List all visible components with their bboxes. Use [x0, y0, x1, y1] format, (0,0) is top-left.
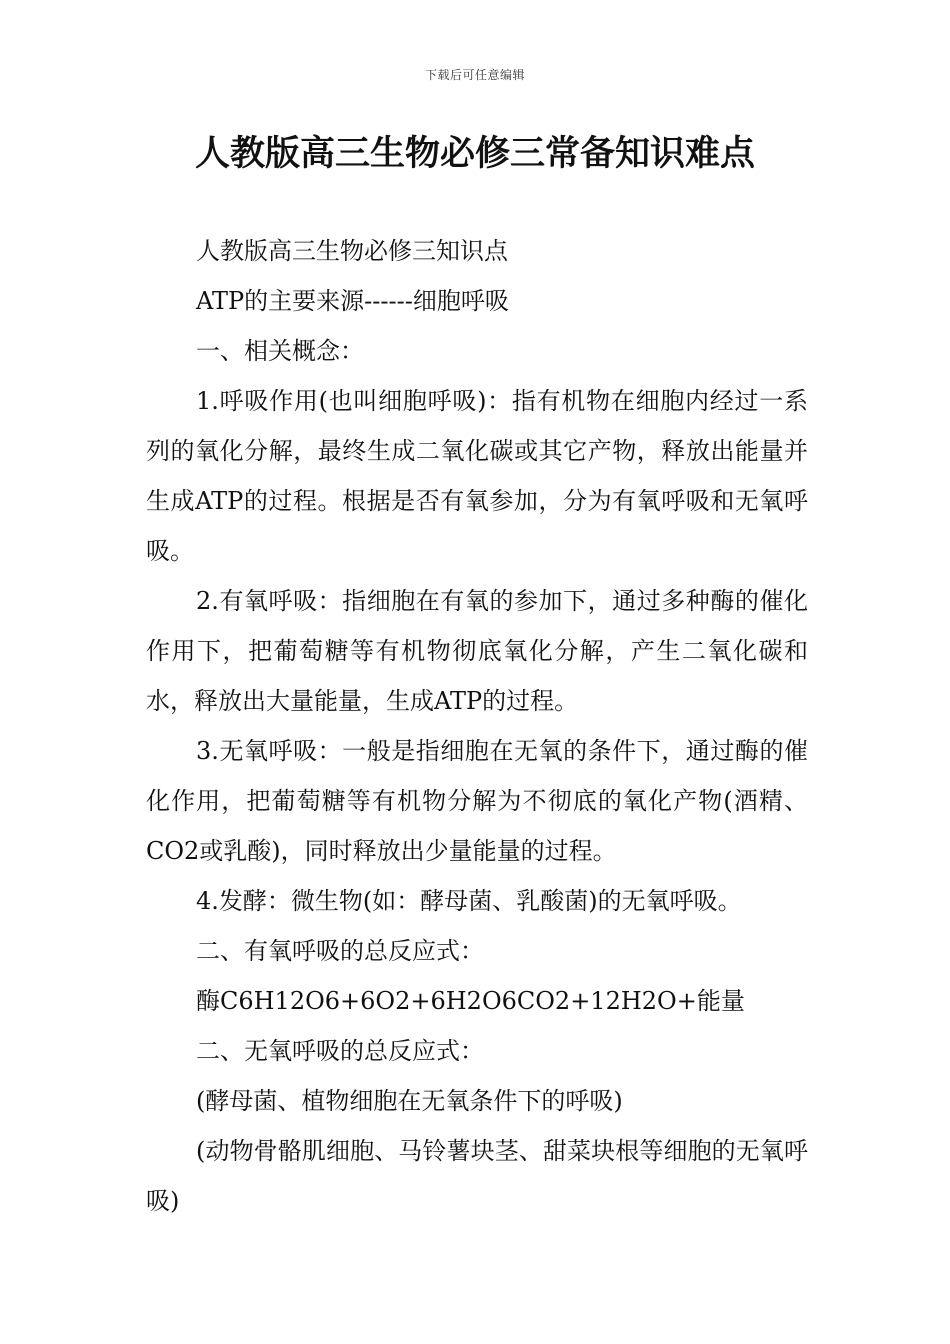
- paragraph-fermentation: 4.发酵：微生物(如：酵母菌、乳酸菌)的无氧呼吸。: [196, 887, 742, 915]
- paragraph-respiration: 1.呼吸作用(也叫细胞呼吸)：指有机物在细胞内经过一系列的氧化分解，最终生成二氧化碳或其它产物，释放出能量并生成ATP的过程。根据是否有氧参加，分为有氧呼吸和无氧呼吸。: [146, 387, 808, 565]
- paragraph-aerobic: 2.有氧呼吸：指细胞在有氧的参加下，通过多种酶的催化作用下，把葡萄糖等有机物彻底氧化分解，产生二氧化碳和水，释放出大量能量，生成ATP的过程。: [146, 587, 808, 715]
- paragraph-atp-source: ATP的主要来源------细胞呼吸: [196, 287, 509, 315]
- document-body: [146, 226, 808, 1226]
- paragraph-subtitle: 人教版高三生物必修三知识点: [196, 237, 508, 265]
- section-heading-concepts: 一、相关概念：: [196, 337, 364, 365]
- paragraph-animal-note: (动物骨骼肌细胞、马铃薯块茎、甜菜块根等细胞的无氧呼吸): [146, 1137, 808, 1215]
- header-note: 下载后可任意编辑: [424, 68, 525, 82]
- aerobic-equation: 酶C6H12O6+6O2+6H2O6CO2+12H2O+能量: [196, 987, 745, 1015]
- document-title: 人教版高三生物必修三常备知识难点: [194, 134, 755, 174]
- paragraph-yeast-note: (酵母菌、植物细胞在无氧条件下的呼吸): [196, 1087, 623, 1115]
- paragraph-anaerobic: 3.无氧呼吸：一般是指细胞在无氧的条件下，通过酶的催化作用，把葡萄糖等有机物分解为不彻底的氧化产物(酒精、CO2或乳酸)，同时释放出少量能量的过程。: [146, 737, 808, 865]
- section-heading-anaerobic-equation: 二、无氧呼吸的总反应式：: [196, 1037, 484, 1065]
- section-heading-aerobic-equation: 二、有氧呼吸的总反应式：: [196, 937, 484, 965]
